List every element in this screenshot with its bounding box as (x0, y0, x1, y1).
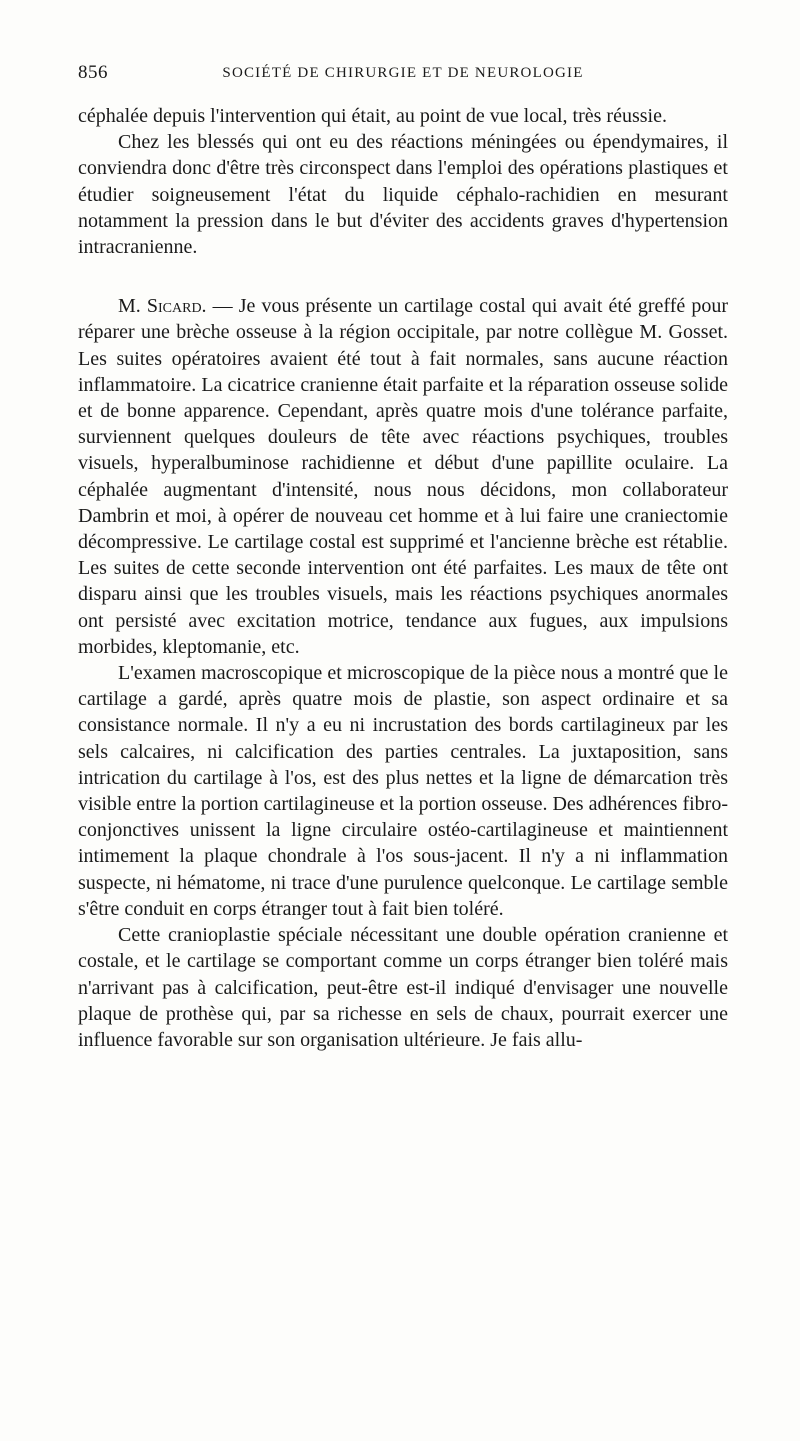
body-text (78, 103, 728, 1053)
page-header (78, 62, 728, 92)
paragraph-sicard-text: — Je vous présente un cartilage costal qui avait été greffé pour réparer une brèche osseuse à la région occipitale, par notre collègue M. Gosset. Les suites opératoires avaient été tout à fait normales, sans aucune réaction inflammatoire. La cicatrice cranienne était parfaite et la réparation osseuse solide et de bonne apparence. Cependant, après quatre mois d'une tolérance parfaite, surviennent quelques douleurs de tête avec réactions psychiques, troubles visuels, hyperalbuminose rachidienne et début d'une papillite oculaire. La céphalée augmentant d'intensité, nous nous décidons, mon collaborateur Dambrin et moi, à opérer de nouveau cet homme et à lui faire une craniectomie décompressive. Le cartilage costal est supprimé et l'ancienne brèche est rétablie. Les suites de cette seconde intervention ont été parfaites. Les maux de tête ont disparu ainsi que les troubles visuels, mais les réactions psychiques anormales ont persisté avec excitation motrice, tendance aux fugues, aux impulsions morbides, kleptomanie, etc. (78, 295, 728, 658)
page-number: 856 (78, 62, 108, 83)
section-gap (78, 260, 728, 293)
paragraph-examination: L'examen macroscopique et microscopique de la pièce nous a montré que le cartilage a gardé, après quatre mois de plastie, son aspect ordinaire et sa consistance normale. Il n'y a eu ni incrustation des bords cartilagineux par les sels calcaires, ni calcification des parties centrales. La juxtaposition, sans intrication du cartilage à l'os, est des plus nettes et la ligne de démarcation très visible entre la portion cartilagineuse et la portion osseuse. Des adhérences fibro-conjonctives unissent la ligne circulaire ostéo-cartilagineuse et maintiennent intimement la plaque chondrale à l'os sous-jacent. Il n'y a ni inflammation suspecte, ni hématome, ni trace d'une purulence quelconque. Le cartilage semble s'être conduit en corps étranger tout à fait bien toléré. (78, 662, 728, 920)
running-title: SOCIÉTÉ DE CHIRURGIE ET DE NEUROLOGIE (222, 65, 584, 81)
speaker-name: M. Sicard. (118, 295, 207, 318)
paragraph-meningeal-reactions: Chez les blessés qui ont eu des réactions méningées ou épendymaires, il conviendra donc d'être très circonspect dans l'emploi des opérations plastiques et étudier soigneusement l'état du liquide céphalo-rachidien en mesurant notamment la pression dans le but d'éviter des accidents graves d'hypertension intracranienne. (78, 131, 728, 259)
paragraph-sicard-presentation (78, 293, 728, 660)
paragraph-continuation: céphalée depuis l'intervention qui était, au point de vue local, très réussie. (78, 105, 667, 127)
paragraph-cranioplasty: Cette cranioplastie spéciale nécessitant une double opération cranienne et costale, et le cartilage se comportant comme un corps étranger bien toléré mais n'arrivant pas à calcification, peut-être est-il indiqué d'envisager une nouvelle plaque de prothèse qui, par sa richesse en sels de chaux, pourrait exercer une influence favorable sur son organisation ultérieure. Je fais allu- (78, 924, 728, 1051)
